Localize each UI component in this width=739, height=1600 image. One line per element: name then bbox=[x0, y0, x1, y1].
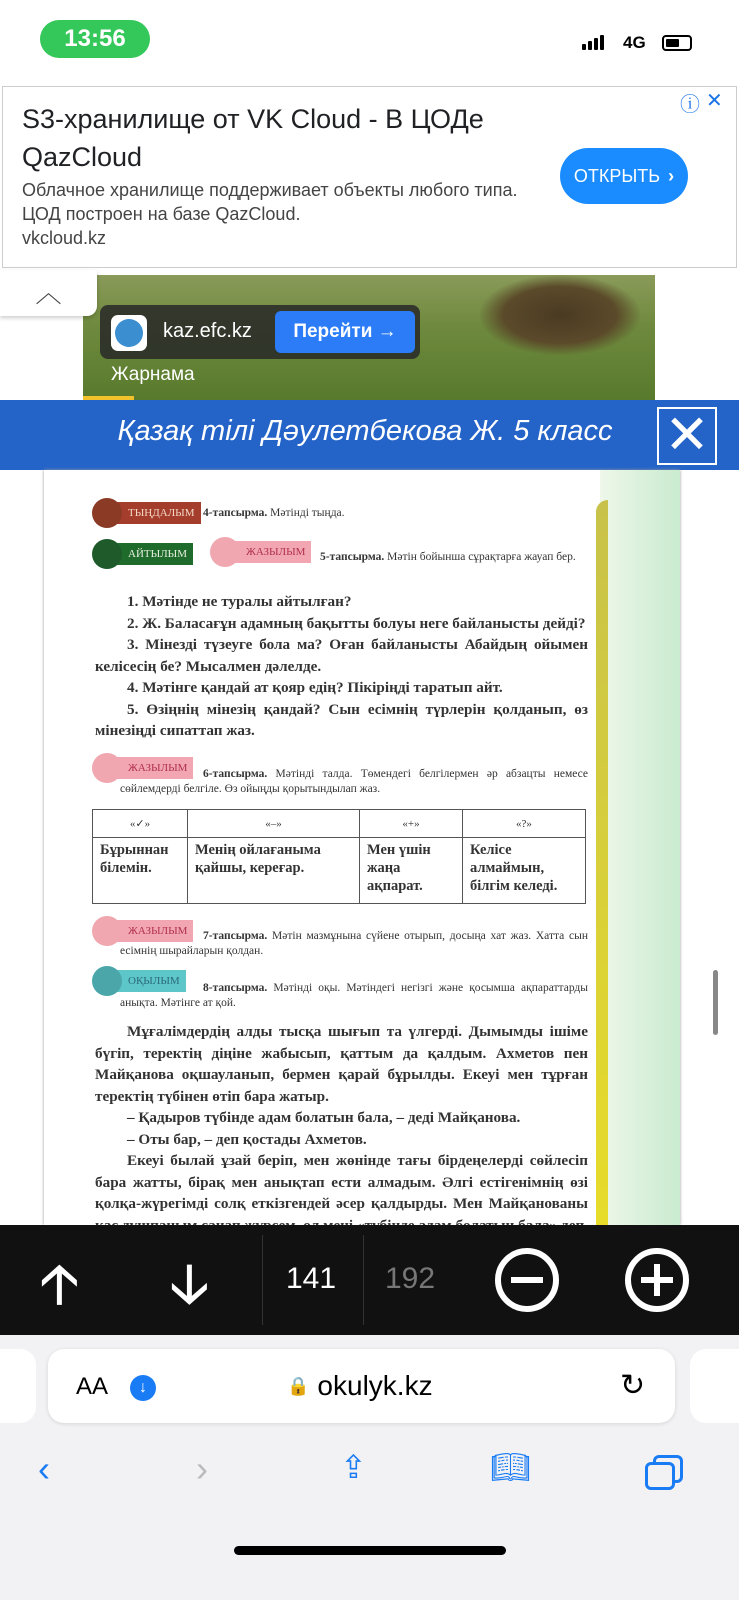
ad-choices[interactable] bbox=[680, 88, 723, 117]
task-number: 5-тапсырма. bbox=[320, 551, 385, 563]
lock-icon: 🔒 bbox=[287, 1375, 310, 1396]
tag-label: ТЫҢДАЛЫМ bbox=[114, 502, 201, 524]
video-ad-go-button[interactable]: Перейти → bbox=[275, 311, 415, 353]
ad-description bbox=[22, 178, 542, 250]
task-number: 6-тапсырма. bbox=[203, 768, 268, 780]
tag-label: ОҚЫЛЫМ bbox=[114, 970, 186, 992]
marks-table bbox=[92, 809, 586, 904]
ad-domain: vkcloud.kz bbox=[22, 228, 107, 248]
question: 3. Мінезді түзеуге бола ма? Оған байланысты Абайдың ойымен келісесің бе? Мысалмен дәлелде. bbox=[95, 636, 588, 675]
task-text: Мәтінді оқы. Мәтіндегі негізгі және қосымша ақпараттарды анықта. Мәтінге ат қой. bbox=[120, 982, 588, 1009]
total-pages: 192 bbox=[385, 1262, 436, 1295]
tag-label: АЙТЫЛЫМ bbox=[114, 543, 193, 565]
tag-label: ЖАЗЫЛЫМ bbox=[114, 757, 193, 779]
page-margin-stripe bbox=[596, 500, 608, 1225]
video-ad-label: Жарнама bbox=[111, 364, 195, 385]
arrow-up-icon[interactable]: 🡡 bbox=[40, 1254, 79, 1314]
task-text: Мәтінді тыңда. bbox=[267, 507, 345, 519]
paragraph: Мұғалімдердің алды тысқа шығып та үлгерді. Дымымды ішіме бүгіп, теректің діңіне жабысып, қаттым да қалдым. Ахметов пен Майқанова оқшауланып, бермен қарай бұрылды. Екеуі мен тұрған теректің түбінен өтіп бара жатыр. bbox=[95, 1023, 588, 1105]
tag-listening bbox=[92, 502, 201, 524]
network-type: 4G bbox=[623, 33, 646, 52]
task-text: Мәтін мазмұнына сүйене отырып, досыңа хат жаз. Хатта сын есімнің шырайларын қолдан. bbox=[120, 930, 588, 957]
task-number: 8-тапсырма. bbox=[203, 982, 268, 994]
table-header: «?» bbox=[463, 810, 586, 838]
url[interactable] bbox=[287, 1370, 433, 1402]
task-7 bbox=[120, 929, 588, 959]
question: 5. Өзіңнің мінезің қандай? Сын есімнің түрлерін қолданып, өз мінезіңді сипаттап жаз. bbox=[95, 700, 588, 739]
info-icon[interactable]: ⓘ bbox=[680, 94, 700, 116]
table-cell: Бұрыннан білемін. bbox=[93, 838, 188, 904]
task-8 bbox=[120, 981, 588, 1011]
table-cell: Мен үшін жаңа ақпарат. bbox=[360, 838, 463, 904]
previous-tab-card[interactable] bbox=[0, 1349, 36, 1423]
signal-icon bbox=[582, 35, 604, 50]
forward-icon: › bbox=[196, 1448, 208, 1489]
close-reader-button[interactable]: ✕ bbox=[657, 407, 717, 465]
paragraph: – Оты бар, – деп қостады Ахметов. bbox=[127, 1130, 367, 1148]
zoom-out-button[interactable] bbox=[495, 1248, 559, 1312]
table-cell: Келісе алмаймын, білгім келеді. bbox=[463, 838, 586, 904]
question: 2. Ж. Баласағұн адамның бақытты болуы неге байланысты дейді? bbox=[127, 614, 586, 632]
back-icon[interactable]: ‹ bbox=[38, 1448, 50, 1489]
task-number: 7-тапсырма. bbox=[203, 930, 268, 942]
tag-label: ЖАЗЫЛЫМ bbox=[232, 541, 311, 563]
question: 1. Мәтінде не туралы айтылған? bbox=[127, 593, 352, 610]
clock: 13:56 bbox=[40, 20, 150, 58]
task-text: Мәтінді талда. Төмендегі белгілермен әр абзацты немесе сөйлемдерді белгіле. Өз ойыңды қорытындылап жаз. bbox=[120, 768, 588, 795]
tabs-icon[interactable] bbox=[645, 1455, 683, 1489]
page-margin-decoration bbox=[600, 470, 680, 1225]
battery-icon bbox=[662, 35, 692, 51]
next-tab-card[interactable] bbox=[690, 1349, 739, 1423]
table-cell: Менің ойлағаныма қайшы, кереғар. bbox=[188, 838, 360, 904]
share-icon[interactable]: ⇪ bbox=[340, 1449, 367, 1485]
current-page[interactable]: 141 bbox=[286, 1262, 337, 1295]
scrollbar[interactable] bbox=[713, 970, 718, 1035]
paragraph: Екеуі былай ұзай беріп, мен жөнінде тағы бірдеңелерді сөйлесіп бара жатты, бірақ мен анықтап ести алмадым. Әлгі естігенімнің өзі қолқа-жүрегімді солқ еткізгендей әсер қалдырды. Мен Майқанованы bbox=[95, 1152, 588, 1212]
ad-open-button[interactable] bbox=[560, 148, 688, 204]
reload-icon[interactable]: ↻ bbox=[620, 1369, 646, 1402]
download-icon[interactable]: ↓ bbox=[130, 1375, 156, 1401]
task-6 bbox=[120, 767, 588, 797]
collapse-ad-button[interactable] bbox=[0, 270, 97, 316]
text-size-button[interactable]: AA bbox=[76, 1373, 109, 1400]
book-title: Қазақ тілі Дәулетбекова Ж. 5 класс bbox=[117, 415, 613, 447]
task-text: Мәтін бойынша сұрақтарға жауап бер. bbox=[384, 551, 576, 563]
task-number: 4-тапсырма. bbox=[203, 507, 268, 519]
chevron-right-icon: › bbox=[668, 165, 675, 186]
reading-text bbox=[95, 1021, 588, 1225]
chevron-up-icon: ︿ bbox=[35, 278, 62, 308]
close-icon[interactable]: ✕ bbox=[706, 90, 723, 112]
url-text: okulyk.kz bbox=[317, 1370, 433, 1401]
ad-open-label: ОТКРЫТЬ bbox=[573, 165, 661, 186]
task-5 bbox=[120, 550, 588, 565]
video-tree bbox=[480, 275, 640, 355]
home-indicator bbox=[234, 1546, 506, 1555]
table-header: «+» bbox=[360, 810, 463, 838]
arrow-down-icon[interactable]: 🡣 bbox=[170, 1254, 209, 1314]
question: 4. Мәтінге қандай ат қояр едің? Пікіріңді таратып айт. bbox=[127, 679, 503, 696]
video-ad-site[interactable]: kaz.efc.kz bbox=[163, 320, 252, 342]
task-4 bbox=[203, 506, 345, 521]
divider bbox=[363, 1235, 364, 1325]
ad-title[interactable]: S3-хранилище от VK Cloud - В ЦОДе QazCloud bbox=[22, 104, 484, 172]
divider bbox=[262, 1235, 263, 1325]
questions-list bbox=[95, 591, 588, 742]
tag-label: ЖАЗЫЛЫМ bbox=[114, 920, 193, 942]
table-header: «✓» bbox=[93, 810, 188, 838]
paragraph: – Қадыров түбінде адам болатын бала, – деді Майқанова. bbox=[127, 1109, 521, 1126]
zoom-in-button[interactable] bbox=[625, 1248, 689, 1312]
advertiser-logo bbox=[111, 315, 147, 351]
bookmarks-icon[interactable]: 📖︎ bbox=[490, 1449, 531, 1485]
table-header: «–» bbox=[188, 810, 360, 838]
ad-description-text: Облачное хранилище поддерживает объекты любого типа. ЦОД построен на базе QazCloud. bbox=[22, 180, 518, 224]
minus-circle-icon bbox=[511, 1277, 543, 1283]
